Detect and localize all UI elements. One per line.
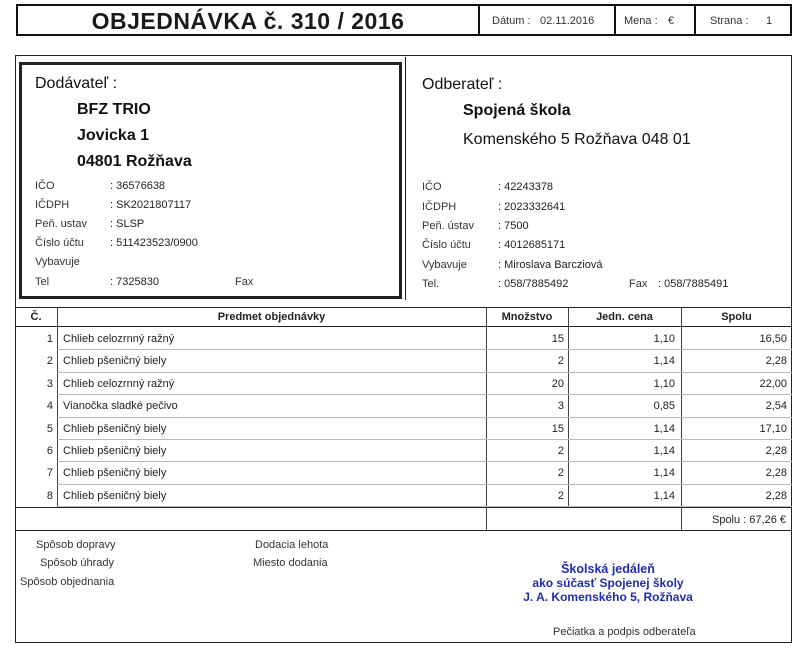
page-box [696, 4, 792, 36]
row-total: 2,28 [765, 489, 787, 502]
sum-line [15, 530, 792, 531]
stamp-line-1: Školská jedáleň [561, 562, 655, 576]
row-quantity: 15 [551, 333, 564, 345]
supplier-name: BFZ TRIO [77, 101, 151, 118]
col-header-no: Č. [30, 311, 42, 323]
row-number: 3 [46, 377, 53, 390]
supplier-heading: Dodávateľ : [35, 75, 118, 92]
row-total: 16,50 [759, 333, 787, 345]
date-label: Dátum : [492, 15, 531, 27]
customer-tel-label: Tel. [422, 278, 440, 290]
row-number: 1 [46, 333, 53, 345]
sum-label: Spolu : [711, 514, 747, 526]
footer-delivery-method: Spôsob dopravy [36, 539, 116, 551]
supplier-tel-value: : 7325830 [110, 276, 159, 288]
col-header-item: Predmet objednávky [217, 311, 326, 323]
date-value: 02.11.2016 [540, 15, 595, 27]
row-unit-price: 1,10 [653, 333, 675, 345]
row-item: Chlieb pšeničný biely [63, 467, 167, 480]
sum-value: 67,26 € [749, 514, 786, 526]
row-item: Chlieb pšeničný biely [63, 489, 167, 502]
customer-contact-label: Vybavuje [422, 259, 467, 271]
row-quantity: 20 [551, 377, 564, 390]
customer-account-value: : 4012685171 [498, 239, 566, 251]
sum-total [682, 514, 786, 526]
row-unit-price: 1,14 [653, 489, 675, 502]
row-separator [57, 372, 792, 373]
supplier-account-value: : 511423523/0900 [110, 237, 198, 249]
supplier-icdph-value: : SK2021807117 [110, 199, 192, 211]
supplier-bank-value: : SLSP [110, 218, 145, 230]
customer-fax-label: Fax [629, 278, 648, 290]
row-total: 22,00 [759, 377, 787, 390]
row-number: 8 [46, 489, 53, 502]
customer-bank-label: Peň. ústav [422, 220, 474, 232]
supplier-ico-value: : 36576638 [110, 180, 166, 192]
row-separator [57, 417, 792, 418]
row-unit-price: 1,10 [653, 377, 675, 390]
row-separator [57, 461, 792, 462]
customer-contact-value: : Miroslava Barcziová [498, 259, 603, 271]
col-header-total: Spolu [721, 311, 752, 323]
supplier-street: Jovicka 1 [77, 127, 150, 144]
page-value: 1 [766, 15, 773, 27]
title-box [16, 4, 480, 36]
col-header-qty: Množstvo [501, 311, 553, 323]
row-total: 17,10 [759, 422, 787, 435]
footer-payment-method: Spôsob úhrady [40, 557, 114, 569]
row-item: Chlieb pšeničný biely [63, 355, 167, 368]
supplier-bank-label: Peň. ustav [35, 218, 87, 230]
row-item: Chlieb pšeničný biely [63, 445, 167, 457]
row-separator [57, 484, 792, 485]
supplier-tel-label: Tel [35, 276, 50, 288]
supplier-box [19, 62, 402, 299]
footer-order-method: Spôsob objednania [20, 576, 115, 588]
date-box [480, 4, 616, 36]
supplier-fax-label: Fax [235, 276, 254, 288]
customer-icdph-label: IČDPH [422, 201, 457, 213]
row-item: Chlieb celozrnný ražný [63, 377, 175, 390]
customer-name: Spojená škola [463, 102, 571, 119]
row-separator [57, 349, 792, 350]
row-unit-price: 1,14 [653, 422, 675, 435]
supplier-ico-label: IČO [35, 180, 55, 192]
row-item: Chlieb pšeničný biely [63, 422, 167, 435]
col-header-unit: Jedn. cena [596, 311, 653, 323]
currency-value: € [668, 15, 675, 27]
row-total: 2,28 [765, 355, 787, 368]
row-quantity: 2 [557, 355, 564, 368]
customer-bank-value: : 7500 [498, 220, 529, 232]
footer-delivery-term: Dodacia lehota [255, 539, 329, 551]
stamp-line-2: ako súčasť Spojenej školy [532, 576, 684, 590]
customer-ico-value: : 42243378 [498, 181, 554, 193]
row-total: 2,54 [765, 400, 787, 413]
row-quantity: 2 [557, 445, 564, 457]
document-title: OBJEDNÁVKA č. 310 / 2016 [91, 8, 405, 34]
row-quantity: 15 [551, 422, 564, 435]
row-quantity: 2 [557, 489, 564, 502]
supplier-contact-label: Vybavuje [35, 256, 80, 268]
customer-address: Komenského 5 Rožňava 048 01 [463, 131, 691, 148]
row-quantity: 3 [557, 400, 564, 413]
customer-fax-value: : 058/7885491 [658, 278, 729, 290]
customer-account-label: Číslo účtu [422, 239, 471, 251]
row-total: 2,28 [765, 467, 787, 480]
supplier-city: 04801 Rožňava [77, 153, 192, 170]
row-number: 2 [46, 355, 53, 368]
customer-tel-value: : 058/7885492 [498, 278, 569, 290]
page-label: Strana : [710, 15, 749, 27]
row-unit-price: 1,14 [653, 445, 675, 457]
row-total: 2,28 [765, 445, 787, 457]
row-item: Chlieb celozrnný ražný [63, 333, 175, 345]
table-header-line [15, 326, 792, 327]
row-number: 5 [46, 422, 53, 435]
stamp-line-3: J. A. Komenského 5, Rožňava [523, 590, 693, 604]
row-item: Vianočka sladké pečivo [63, 400, 178, 413]
row-number: 6 [46, 445, 53, 457]
supplier-account-label: Číslo účtu [35, 237, 84, 249]
signature-label: Pečiatka a podpis odberateľa [553, 626, 696, 638]
row-number: 7 [46, 467, 53, 480]
row-unit-price: 1,14 [653, 467, 675, 480]
col-divider-1 [57, 307, 58, 507]
currency-label: Mena : [624, 15, 658, 27]
customer-icdph-value: : 2023332641 [498, 201, 566, 213]
customer-heading: Odberateľ : [422, 76, 503, 93]
currency-box [616, 4, 696, 36]
row-unit-price: 0,85 [653, 400, 675, 413]
footer-delivery-place: Miesto dodania [253, 557, 328, 569]
row-separator [57, 506, 792, 507]
table-top-line [15, 307, 792, 308]
row-separator [57, 394, 792, 395]
school-stamp [488, 562, 728, 604]
supplier-icdph-label: IČDPH [35, 199, 70, 211]
row-number: 4 [46, 400, 53, 413]
row-unit-price: 1,14 [653, 355, 675, 368]
row-separator [57, 439, 792, 440]
row-quantity: 2 [557, 467, 564, 480]
customer-ico-label: IČO [422, 181, 442, 193]
customer-box [405, 57, 792, 300]
